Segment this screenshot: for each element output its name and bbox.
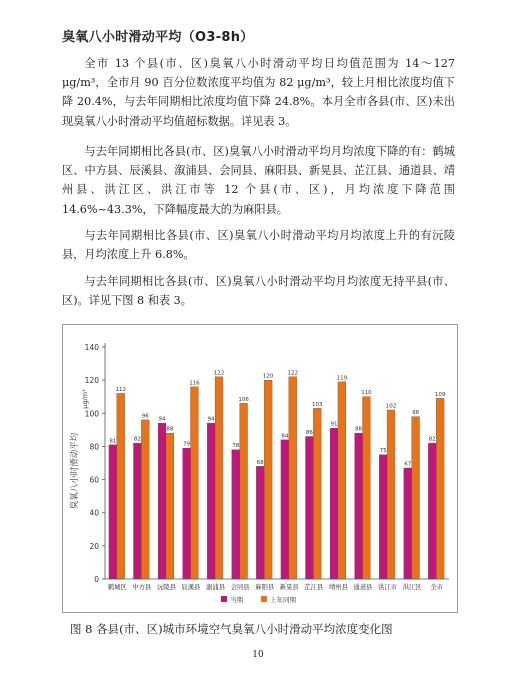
data-label: 98	[412, 410, 420, 417]
y-tick-label: 100	[84, 409, 99, 419]
bar-current	[379, 455, 387, 579]
bar-last-year	[338, 382, 346, 579]
y-tick-label: 20	[89, 541, 99, 551]
x-tick-label: 通道县	[353, 584, 373, 591]
bar-current	[428, 443, 436, 579]
bar-last-year	[166, 433, 174, 579]
data-label: 84	[281, 433, 289, 440]
x-tick-label: 靖州县	[328, 584, 348, 591]
data-label: 88	[355, 426, 363, 433]
x-tick-label: 辰溪县	[181, 584, 201, 591]
y-tick-label: 120	[84, 376, 99, 386]
bar-current	[134, 443, 142, 579]
data-label: 79	[183, 441, 191, 448]
data-label: 116	[189, 380, 200, 387]
y-axis-unit: μg/m³	[81, 389, 89, 409]
legend-label: 当期	[230, 596, 243, 604]
figure-caption: 图 8 各县(市、区)城市环境空气臭氧八小时滑动平均浓度变化图	[70, 622, 393, 636]
bar-current	[109, 445, 117, 579]
data-label: 78	[232, 443, 240, 450]
bar-last-year	[264, 380, 272, 579]
data-label: 81	[109, 438, 117, 445]
bar-current	[232, 450, 240, 579]
bar-last-year	[289, 377, 297, 579]
data-label: 91	[330, 421, 338, 428]
bar-last-year	[117, 393, 125, 579]
data-label: 75	[379, 448, 387, 455]
bar-last-year	[240, 403, 248, 579]
x-tick-label: 鹤城区	[107, 584, 127, 591]
y-tick-label: 60	[89, 475, 99, 485]
x-tick-label: 麻阳县	[255, 584, 275, 591]
bar-current	[281, 440, 289, 579]
legend-swatch	[221, 596, 227, 602]
x-tick-label: 芷江县	[304, 584, 324, 591]
data-label: 112	[115, 386, 126, 393]
bar-current	[256, 466, 264, 579]
data-label: 120	[262, 373, 274, 380]
data-label: 82	[428, 436, 436, 443]
bar-last-year	[436, 398, 444, 579]
x-tick-label: 洪江市	[378, 584, 398, 591]
data-label: 103	[312, 401, 323, 408]
x-tick-label: 中方县	[132, 584, 152, 591]
legend-label: 上年同期	[270, 596, 296, 604]
bar-current	[158, 423, 166, 579]
paragraph-increase: 与去年同期相比各县(市、区)臭氧八小时滑动平均月均浓度上升的有沅陵县，月均浓度上升 6.8%。	[62, 229, 455, 262]
data-label: 109	[434, 391, 446, 398]
x-tick-label: 溆浦县	[206, 584, 226, 591]
paragraph-summary: 全市 13 个县(市、区)臭氧八小时滑动平均日均值范围为 14～127 μg/m³，全市月 90 百分位数浓度平均值为 82 μg/m³，较上月相比浓度均值下降 20.4%，与去年同期相比浓度均值下降 24.8%。本月全市各县(市、区)未出现臭氧八小时滑动平均值超标数据。详见表 3。	[62, 57, 455, 128]
data-label: 68	[256, 459, 264, 466]
data-label: 67	[404, 461, 412, 468]
data-label: 106	[238, 396, 249, 403]
x-tick-label: 沅陵县	[156, 584, 176, 591]
legend-swatch	[261, 596, 267, 602]
data-label: 94	[207, 416, 215, 423]
bar-last-year	[363, 397, 371, 579]
y-tick-label: 140	[84, 343, 99, 352]
bar-last-year	[191, 387, 199, 579]
x-tick-label: 洪江区	[402, 584, 422, 591]
data-label: 122	[287, 370, 298, 377]
y-axis-label: 臭氧八小时滑动平均	[70, 432, 80, 510]
data-label: 94	[158, 416, 166, 423]
y-tick-label: 0	[94, 575, 99, 584]
data-label: 119	[336, 375, 348, 382]
data-label: 110	[361, 390, 372, 397]
data-label: 82	[133, 436, 141, 443]
data-label: 102	[385, 403, 397, 410]
bar-last-year	[412, 417, 420, 579]
x-tick-label: 新晃县	[279, 584, 299, 591]
bar-current	[207, 423, 215, 579]
x-tick-label: 会同县	[230, 584, 250, 591]
bar-current	[355, 433, 363, 579]
bar-last-year	[387, 410, 395, 579]
bar-last-year	[215, 377, 223, 579]
y-tick-label: 80	[89, 442, 99, 452]
paragraph-flat: 与去年同期相比各县(市、区)臭氧八小时滑动平均月均浓度无持平县(市、区)。详见下图 8 和表 3。	[62, 275, 455, 308]
data-label: 86	[305, 429, 313, 436]
y-tick-label: 40	[89, 508, 99, 518]
paragraph-decrease: 与去年同期相比各县(市、区)臭氧八小时滑动平均月均浓度下降的有：鹤城区、中方县、辰溪县、溆浦县、会同县、麻阳县、新晃县、芷江县、通道县、靖州县、洪江区、洪江市等 12 个县(市、区)，月均浓度下降范围 14.6%~43.3%，下降幅度最大的为麻阳县。	[62, 145, 455, 216]
ozone-bar-chart	[62, 324, 458, 613]
chart-svg	[63, 325, 457, 612]
bar-current	[404, 468, 412, 579]
data-label: 88	[166, 426, 174, 433]
data-label: 96	[141, 413, 149, 420]
data-label: 122	[213, 370, 225, 377]
bar-last-year	[141, 420, 149, 579]
bar-current	[306, 436, 314, 579]
x-tick-label: 全市	[430, 584, 444, 591]
bar-current	[183, 448, 191, 579]
bar-last-year	[313, 408, 321, 579]
section-heading: 臭氧八小时滑动平均（O3-8h）	[62, 30, 254, 45]
bar-current	[330, 428, 338, 579]
page-number: 10	[252, 650, 264, 660]
